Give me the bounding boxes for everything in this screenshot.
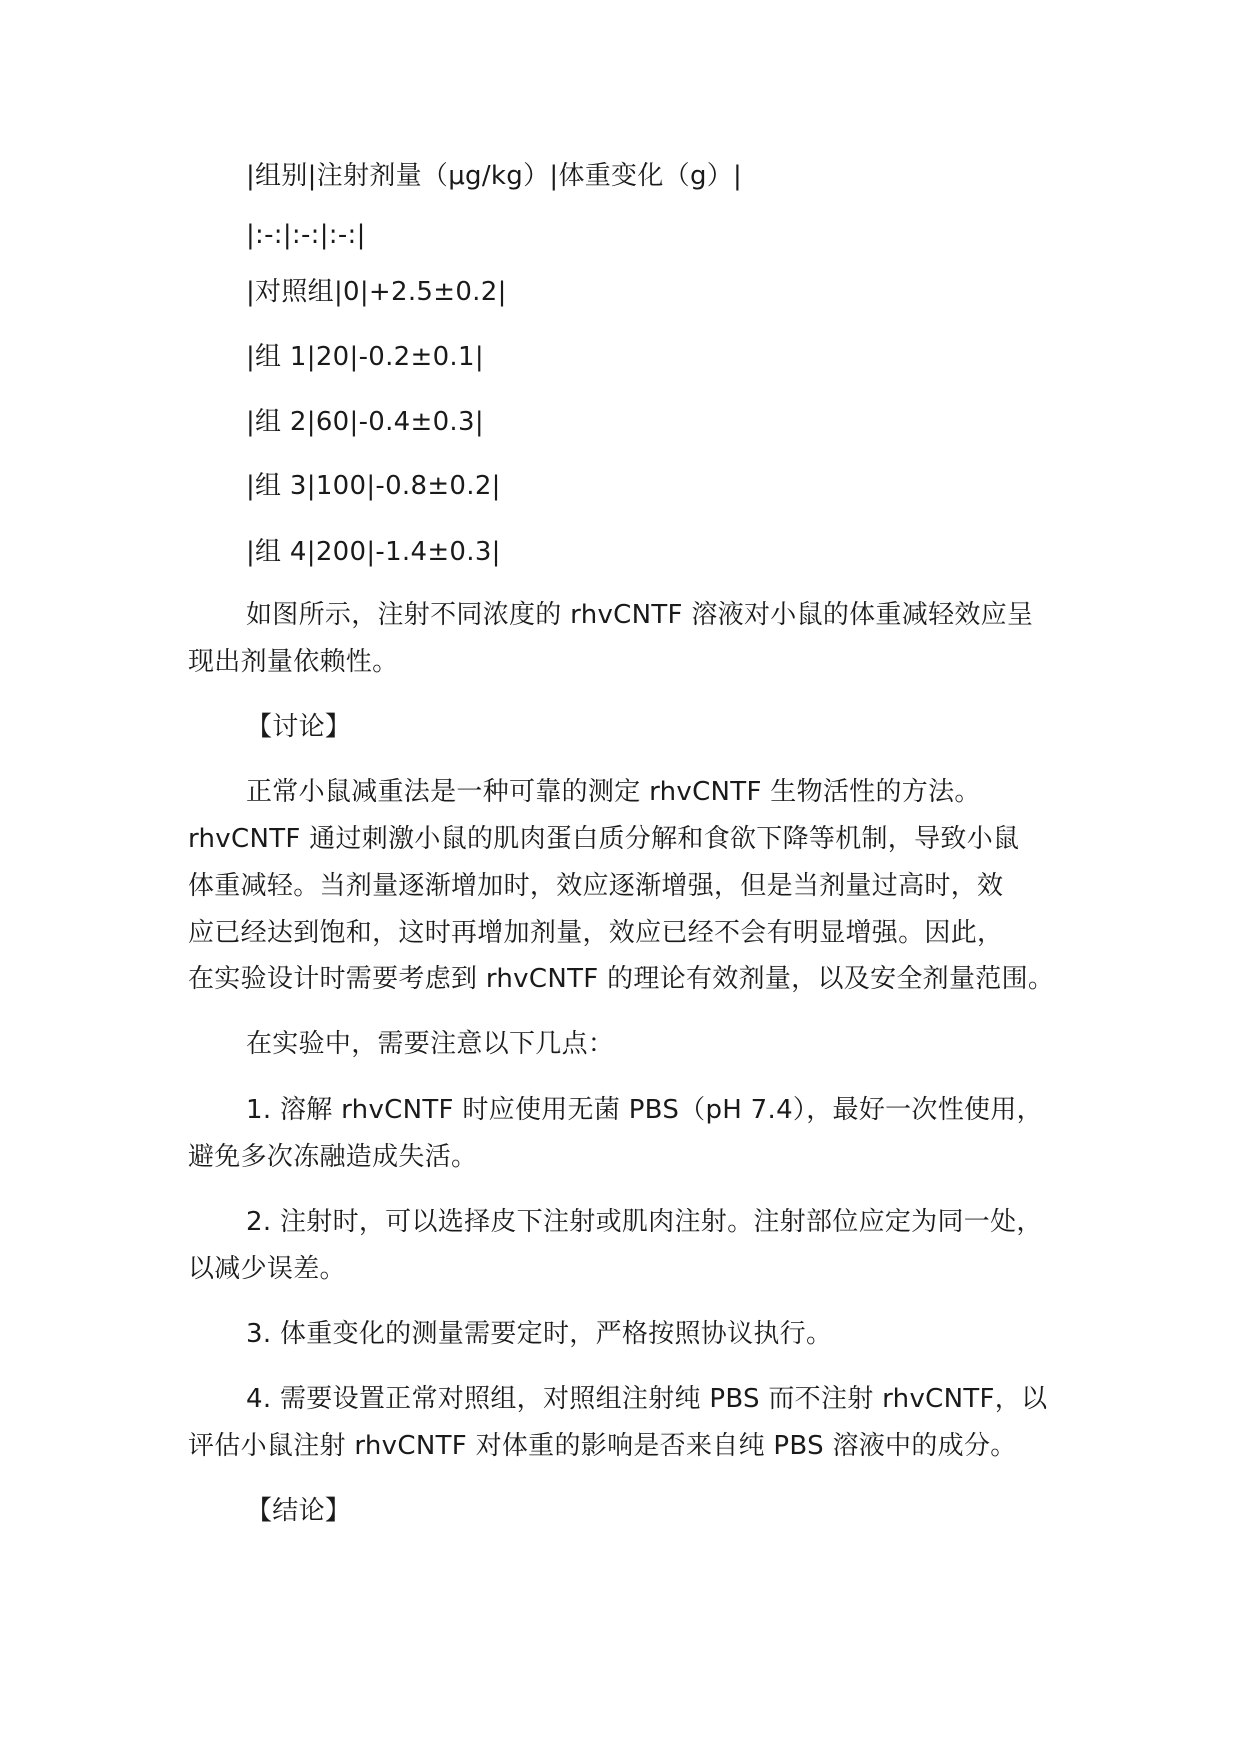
table-row-group-3: |组 3|100|-0.8±0.2| xyxy=(246,471,501,501)
note-item-4-line: 评估小鼠注射 rhvCNTF 对体重的影响是否来自纯 PBS 溶液中的成分。 xyxy=(188,1431,1017,1461)
conclusion-heading: 【结论】 xyxy=(246,1496,352,1526)
note-item-1-line: 避免多次冻融造成失活。 xyxy=(188,1142,478,1172)
note-item-3-line: 3. 体重变化的测量需要定时，严格按照协议执行。 xyxy=(246,1319,833,1349)
results-paragraph-line: 如图所示，注射不同浓度的 rhvCNTF 溶液对小鼠的体重减轻效应呈 xyxy=(246,600,1034,630)
table-separator-line: |:-:|:-:|:-:| xyxy=(246,220,366,250)
table-row-group-4: |组 4|200|-1.4±0.3| xyxy=(246,537,501,567)
table-row-group-2: |组 2|60|-0.4±0.3| xyxy=(246,407,484,437)
table-header-line: |组别|注射剂量（μg/kg）|体重变化（g）| xyxy=(246,161,743,191)
note-item-2-line: 以减少误差。 xyxy=(188,1254,346,1284)
table-row-group-1: |组 1|20|-0.2±0.1| xyxy=(246,342,484,372)
discussion-paragraph-line: 应已经达到饱和，这时再增加剂量，效应已经不会有明显增强。因此， xyxy=(188,918,1004,948)
notes-intro: 在实验中，需要注意以下几点： xyxy=(246,1029,615,1059)
results-paragraph-line: 现出剂量依赖性。 xyxy=(188,647,399,677)
discussion-paragraph-line: 正常小鼠减重法是一种可靠的测定 rhvCNTF 生物活性的方法。 xyxy=(246,777,981,807)
discussion-paragraph-line: 在实验设计时需要考虑到 rhvCNTF 的理论有效剂量，以及安全剂量范围。 xyxy=(188,964,1055,994)
note-item-2-line: 2. 注射时，可以选择皮下注射或肌肉注射。注射部位应定为同一处， xyxy=(246,1207,1043,1237)
discussion-paragraph-line: rhvCNTF 通过刺激小鼠的肌肉蛋白质分解和食欲下降等机制，导致小鼠 xyxy=(188,824,1020,854)
note-item-4-line: 4. 需要设置正常对照组，对照组注射纯 PBS 而不注射 rhvCNTF，以 xyxy=(246,1384,1048,1414)
note-item-1-line: 1. 溶解 rhvCNTF 时应使用无菌 PBS（pH 7.4），最好一次性使用， xyxy=(246,1095,1043,1125)
table-row-control: |对照组|0|+2.5±0.2| xyxy=(246,277,507,307)
discussion-paragraph-line: 体重减轻。当剂量逐渐增加时，效应逐渐增强，但是当剂量过高时，效 xyxy=(188,871,1004,901)
discussion-heading: 【讨论】 xyxy=(246,712,352,742)
